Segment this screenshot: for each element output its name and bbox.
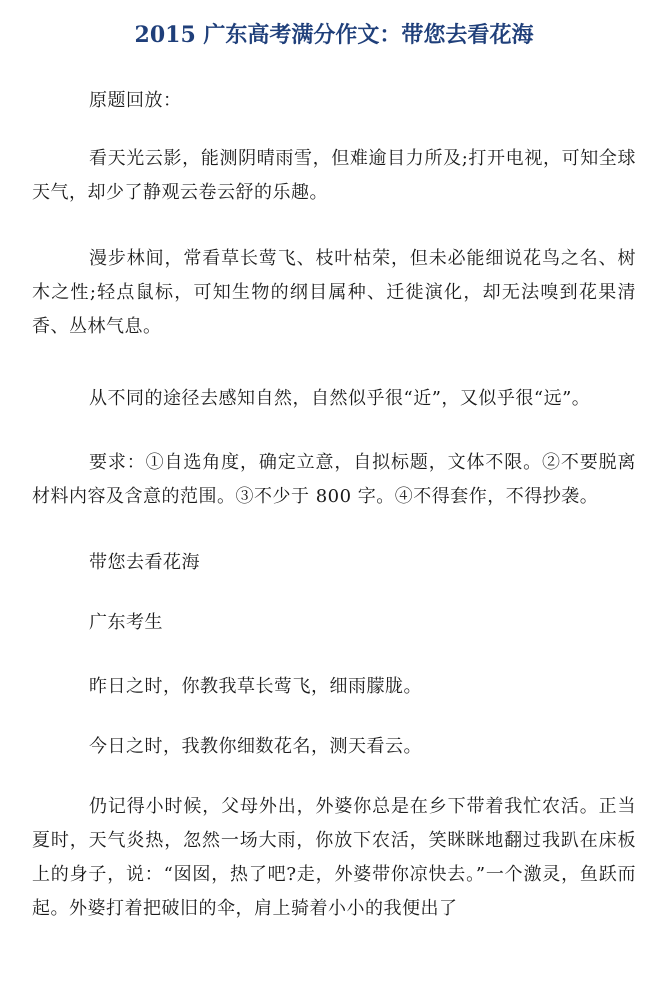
- essay-paragraph-memory: 仍记得小时候，父母外出，外婆你总是在乡下带着我忙农活。正当夏时，天气炎热，忽然一场大雨，你放下农活，笑眯眯地翻过我趴在床板上的身子，说：“囡囡，热了吧?走，外婆带你凉快去。”一个激灵，鱼跃而起。外婆打着把破旧的伞，肩上骑着小小的我便出了: [32, 796, 636, 919]
- paragraph-prompt-heading: 原题回放：: [89, 90, 182, 111]
- article-title: 2015 广东高考满分作文：带您去看花海: [134, 22, 534, 48]
- essay-author: 广东考生: [89, 612, 163, 633]
- essay-paragraph-today: 今日之时，我教你细数花名，测天看云。: [89, 736, 422, 757]
- paragraph-prompt-nature: 从不同的途径去感知自然，自然似乎很“近”，又似乎很“远”。: [89, 388, 591, 409]
- paragraph-prompt-forest: 漫步林间，常看草长莺飞、枝叶枯荣，但未必能细说花鸟之名、树木之性;轻点鼠标，可知生物的纲目属种、迁徙演化，却无法嗅到花果清香、丛林气息。: [32, 248, 636, 337]
- essay-paragraph-yesterday: 昨日之时，你教我草长莺飞，细雨朦胧。: [89, 676, 422, 697]
- essay-title: 带您去看花海: [89, 552, 200, 573]
- paragraph-requirements: 要求：①自选角度，确定立意，自拟标题，文体不限。②不要脱离材料内容及含意的范围。③不少于 800 字。④不得套作，不得抄袭。: [32, 452, 636, 507]
- paragraph-prompt-sky: 看天光云影，能测阴晴雨雪，但难逾目力所及;打开电视，可知全球天气，却少了静观云卷云舒的乐趣。: [32, 148, 636, 203]
